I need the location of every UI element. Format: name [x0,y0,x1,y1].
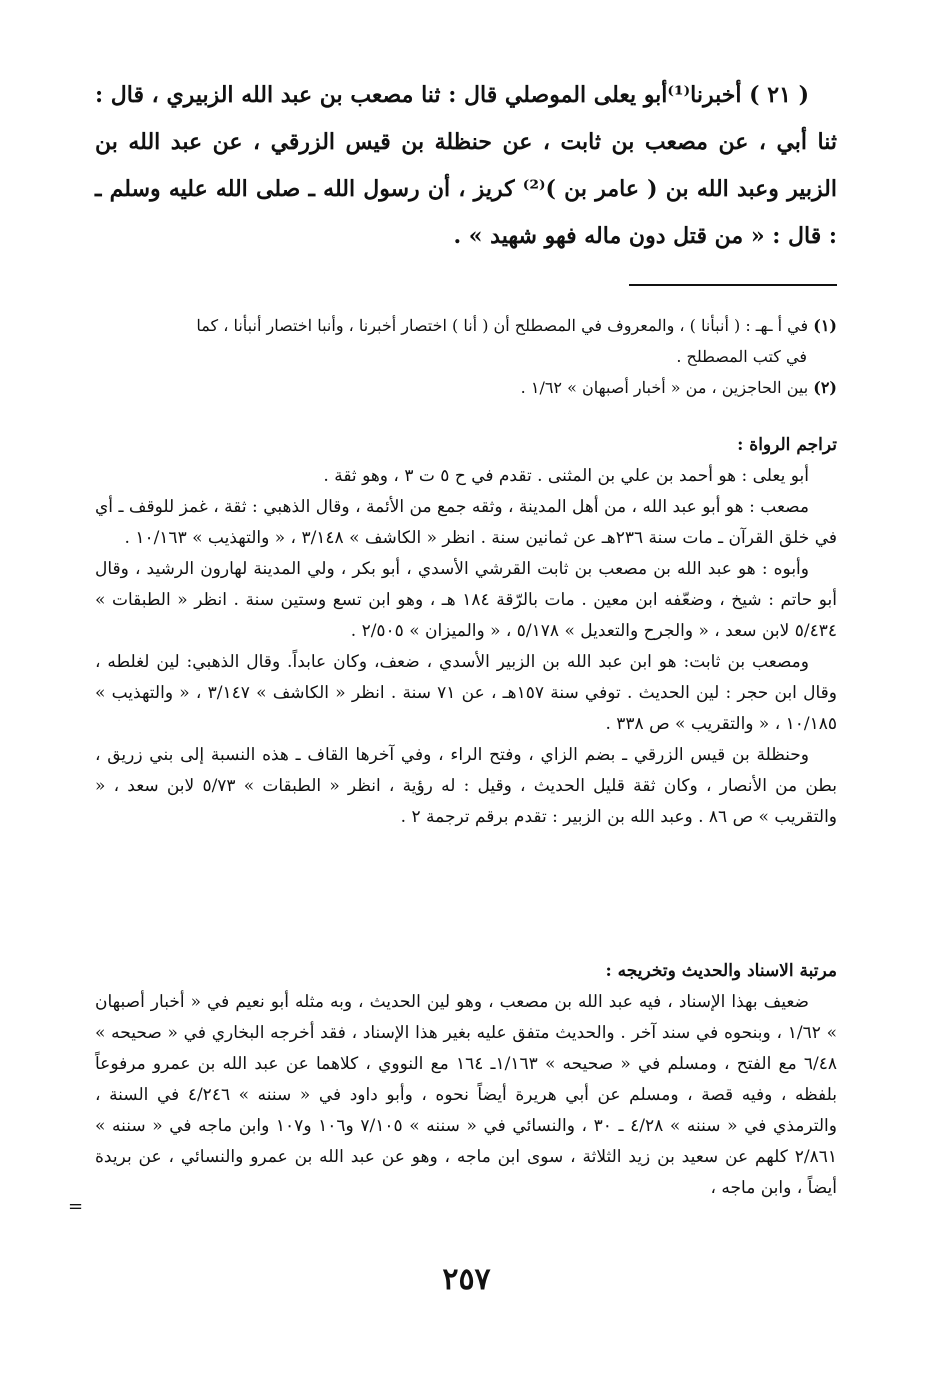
grading-heading: مرتبة الاسناد والحديث وتخريجه : [605,961,837,981]
hadith-text: ( ٢١ ) أخبرنا⁽¹⁾أبو يعلى الموصلي قال : ثنا مصعب بن عبد الله الزبيري ، قال : ثنا أبي ، عن مصعب بن ثابت ، عن حنظلة بن قيس الزرقي ، عن عبد الله بن الزبير وعبد الله بن ( عامر بن )⁽²⁾ كريز ، أن رسول الله ـ صلى الله عليه وسلم ـ : قال : « من قتل دون ماله فهو شهيد » . [95,82,837,249]
narrator-musab: مصعب : هو أبو عبد الله ، من أهل المدينة ، وثقه جمع من الأئمة ، وقال الذهبي : ثقة ، غمز للوقف ـ أي في خلق القرآن ـ مات سنة ٢٣٦هـ عن ثمانين سنة . انظر « الكاشف » ٣/١٤٨ ، « والتهذيب » ١٠/١٦٣ . [95,497,837,548]
footnote-2-number: (٢) [813,378,837,397]
footnote-1-number: (١) [813,316,837,335]
footnote-2 [95,372,837,403]
narrator-abu-yala: أبو يعلى : هو أحمد بن علي بن المثنى . تقدم في ح ٥ ت ٣ ، وهو ثقة . [323,466,809,486]
grading-text: ضعيف بهذا الإسناد ، فيه عبد الله بن مصعب ، وهو لين الحديث ، وبه مثله أبو نعيم في « أخبار أصبهان » ١/٦٢ ، وبنحوه في سند آخر . والحديث متفق عليه بغير هذا الإسناد ، فقد أخرجه البخاري في « صحيحه » ٦/٤٨ مع الفتح ، ومسلم في « صحيحه » ١/١٦٣ـ ١٦٤ مع النووي ، كلاهما عن عبد الله بن عمرو مرفوعاً بلفظه ، وفيه قصة ، ومسلم عن أبي هريرة أيضاً نحوه ، وأبو داود في « سننه » ٤/٢٤٦ في السنة ، والترمذي في « سننه » ٤/٢٨ ـ ٣٠ ، والنسائي في « سننه » ٧/١٠٥ و١٠٦ و١٠٧ وابن ماجه في « سننه » ٢/٨٦١ كلهم عن سعيد بن زيد الثلاثة ، سوى ابن ماجه ، وهو عن عبد الله بن عمرو والنسائي ، عن بريدة أيضاً ، وابن ماجه ، [95,992,837,1198]
footnote-1 [95,310,837,341]
narrator-hanzala: وحنظلة بن قيس الزرقي ـ بضم الزاي ، وفتح الراء ، وفي آخرها القاف ـ هذه النسبة إلى بني زريق ، بطن من الأنصار ، وكان ثقة قليل الحديث ، وقيل : له رؤية ، انظر « الطبقات » ٥/٧٣ لابن سعد ، « والتقريب » ص ٨٦ . وعبد الله بن الزبير : تقدم برقم ترجمة ٢ . [95,745,837,827]
footnote-separator [629,284,837,286]
footnote-1-continuation: في كتب المصطلح . [676,347,807,366]
hadith-block [95,72,837,260]
narrator-musab-ibn-thabit: ومصعب بن ثابت: هو ابن عبد الله بن الزبير الأسدي ، ضعف، وكان عابداً. وقال الذهبي: لين لغلطه ، وقال ابن حجر : لين الحديث . توفي سنة ١٥٧هـ ، عن ٧١ سنة . انظر « الكاشف » ٣/١٤٧ ، « والتهذيب » ١٠/١٨٥ ، « والتقريب » ص ٣٣٨ . [95,652,837,734]
narrators-section [95,430,837,833]
page-number: ٢٥٧ [442,1262,491,1297]
footnote-1-text: في أ ـهـ : ( أنبأنا ) ، والمعروف في المصطلح أن ( أنا ) اختصار أخبرنا ، وأنبا اختصار أنبأنا ، كما [196,316,809,335]
narrator-father: وأبوه : هو عبد الله بن مصعب بن ثابت القرشي الأسدي ، أبو بكر ، ولي المدينة لهارون الرشيد ، وقال أبو حاتم : شيخ ، وضعّفه ابن معين . مات بالرّقة ١٨٤ هـ ، وهو ابن تسع وستين سنة . انظر « الطبقات » ٥/٤٣٤ لابن سعد ، « والجرح والتعديل » ٥/١٧٨ ، « والميزان » ٢/٥٠٥ . [95,559,837,641]
continuation-mark: = [68,1196,84,1217]
footnotes [95,310,837,403]
footnote-2-text: بين الحاجزين ، من « أخبار أصبهان » ١/٦٢ . [520,378,809,397]
grading-section [95,956,837,1204]
narrators-heading: تراجم الرواة : [737,435,837,455]
